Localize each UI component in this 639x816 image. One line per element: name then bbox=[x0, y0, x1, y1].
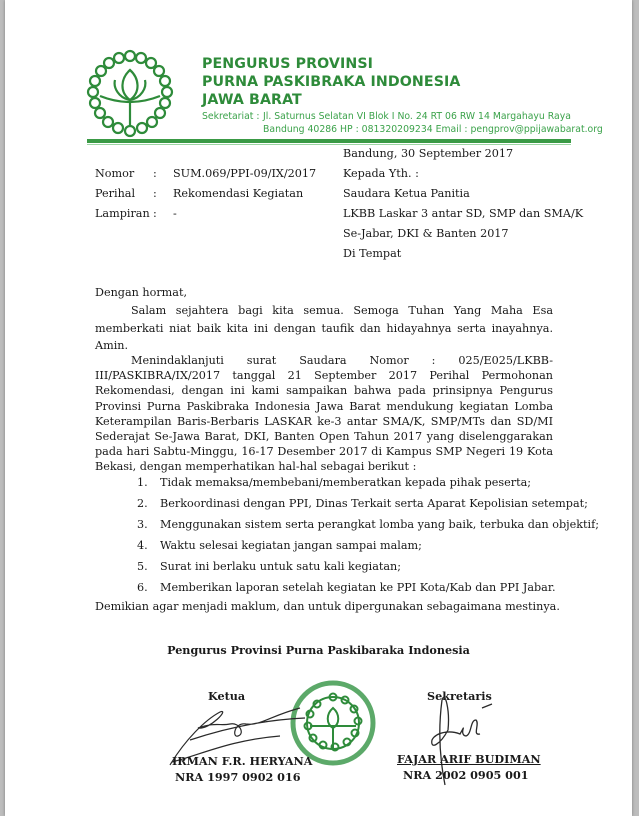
role-ketua: Ketua bbox=[208, 689, 246, 703]
letterhead-title-line-3: JAWA BARAT bbox=[202, 92, 302, 108]
list-number: 2. bbox=[137, 497, 148, 510]
meta-label-perihal: Perihal bbox=[95, 187, 136, 200]
recipient-line: Di Tempat bbox=[343, 247, 402, 260]
list-item: Waktu selesai kegiatan jangan sampai malam; bbox=[160, 539, 422, 552]
list-item: Tidak memaksa/membebani/memberatkan kepada pihak peserta; bbox=[160, 476, 532, 489]
address-line-1: Jl. Saturnus Selatan VI Blok I No. 24 RT 06 RW 14 Margahayu Raya bbox=[263, 111, 571, 122]
paragraph-greeting: Salam sejahtera bagi kita semua. Semoga Tuhan Yang Maha Esa memberkati niat baik kita ini dengan taufik dan hidayahnya serta inayahnya. Amin. bbox=[95, 304, 553, 353]
list-item: Berkoordinasi dengan PPI, Dinas Terkait serta Aparat Kepolisian setempat; bbox=[160, 497, 588, 510]
meta-label-lampiran: Lampiran bbox=[95, 207, 150, 220]
ketua-nra: NRA 1997 0902 016 bbox=[175, 770, 301, 784]
list-item: Menggunakan sistem serta perangkat lomba yang baik, terbuka dan objektif; bbox=[160, 518, 600, 531]
meta-colon: : bbox=[153, 167, 157, 180]
list-item: Surat ini berlaku untuk satu kali kegiatan; bbox=[160, 560, 402, 573]
letterhead-title-line-1: PENGURUS PROVINSI bbox=[202, 56, 374, 72]
role-sekretaris: Sekretaris bbox=[427, 689, 492, 703]
meta-colon: : bbox=[153, 187, 157, 200]
meta-label-nomor: Nomor bbox=[95, 167, 135, 180]
address-label: Sekretariat : bbox=[202, 111, 260, 122]
meta-colon: : bbox=[153, 207, 157, 220]
list-number: 1. bbox=[137, 476, 148, 489]
sekretaris-nra: NRA 2002 0905 001 bbox=[403, 768, 529, 782]
letter-page bbox=[5, 0, 632, 816]
list-item: Memberikan laporan setelah kegiatan ke PPI Kota/Kab dan PPI Jabar. bbox=[160, 581, 556, 594]
list-number: 5. bbox=[137, 560, 148, 573]
list-number: 3. bbox=[137, 518, 148, 531]
meta-value-nomor: SUM.069/PPI-09/IX/2017 bbox=[173, 167, 317, 180]
sekretaris-name: FAJAR ARIF BUDIMAN bbox=[397, 752, 541, 766]
recipient-line: Saudara Ketua Panitia bbox=[343, 187, 470, 200]
letterhead-title-line-2: PURNA PASKIBRAKA INDONESIA bbox=[202, 74, 461, 90]
lotus-emblem-icon bbox=[85, 48, 175, 140]
list-number: 6. bbox=[137, 581, 148, 594]
date-line: Bandung, 30 September 2017 bbox=[343, 147, 514, 160]
address-line-2: Bandung 40286 HP : 081320209234 Email : pengprov@ppijawabarat.org bbox=[263, 124, 603, 135]
letterhead-divider-thin bbox=[87, 144, 571, 145]
list-number: 4. bbox=[137, 539, 148, 552]
paragraph-main: Menindaklanjuti surat Saudara Nomor : 025/E025/LKBB-III/PASKIBRA/IX/2017 tanggal 21 September 2017 Perihal Permohonan Rekomendasi, dengan ini kami sampaikan bahwa pada prinsipnya Pengurus Provinsi Purna Paskibraka Indonesia Jawa Barat mendukung kegiatan Lomba Keterampilan Baris-Berbaris LASKAR ke-3 antar SMA/K, SMP/MTs dan SD/MI Sederajat Se-Jawa Barat, DKI, Banten Open Tahun 2017 yang diselenggarakan pada hari Sabtu-Minggu, 16-17 Desember 2017 di Kampus SMP Negeri 19 Kota Bekasi, dengan memperhatikan hal-hal sebagai berikut : bbox=[95, 354, 553, 474]
meta-value-lampiran: - bbox=[173, 207, 177, 220]
closing-sentence: Demikian agar menjadi maklum, dan untuk dipergunakan sebagaimana mestinya. bbox=[95, 600, 560, 613]
letterhead-divider bbox=[87, 139, 571, 143]
recipient-line: Se-Jabar, DKI & Banten 2017 bbox=[343, 227, 509, 240]
recipient-line: LKBB Laskar 3 antar SD, SMP dan SMA/K bbox=[343, 207, 584, 220]
salutation: Dengan hormat, bbox=[95, 286, 188, 299]
meta-value-perihal: Rekomendasi Kegiatan bbox=[173, 187, 304, 200]
ketua-name: IRMAN F.R. HERYANA bbox=[172, 754, 313, 768]
signatory-organization: Pengurus Provinsi Purna Paskibaraka Indonesia bbox=[167, 643, 470, 657]
recipient-line: Kepada Yth. : bbox=[343, 167, 419, 180]
